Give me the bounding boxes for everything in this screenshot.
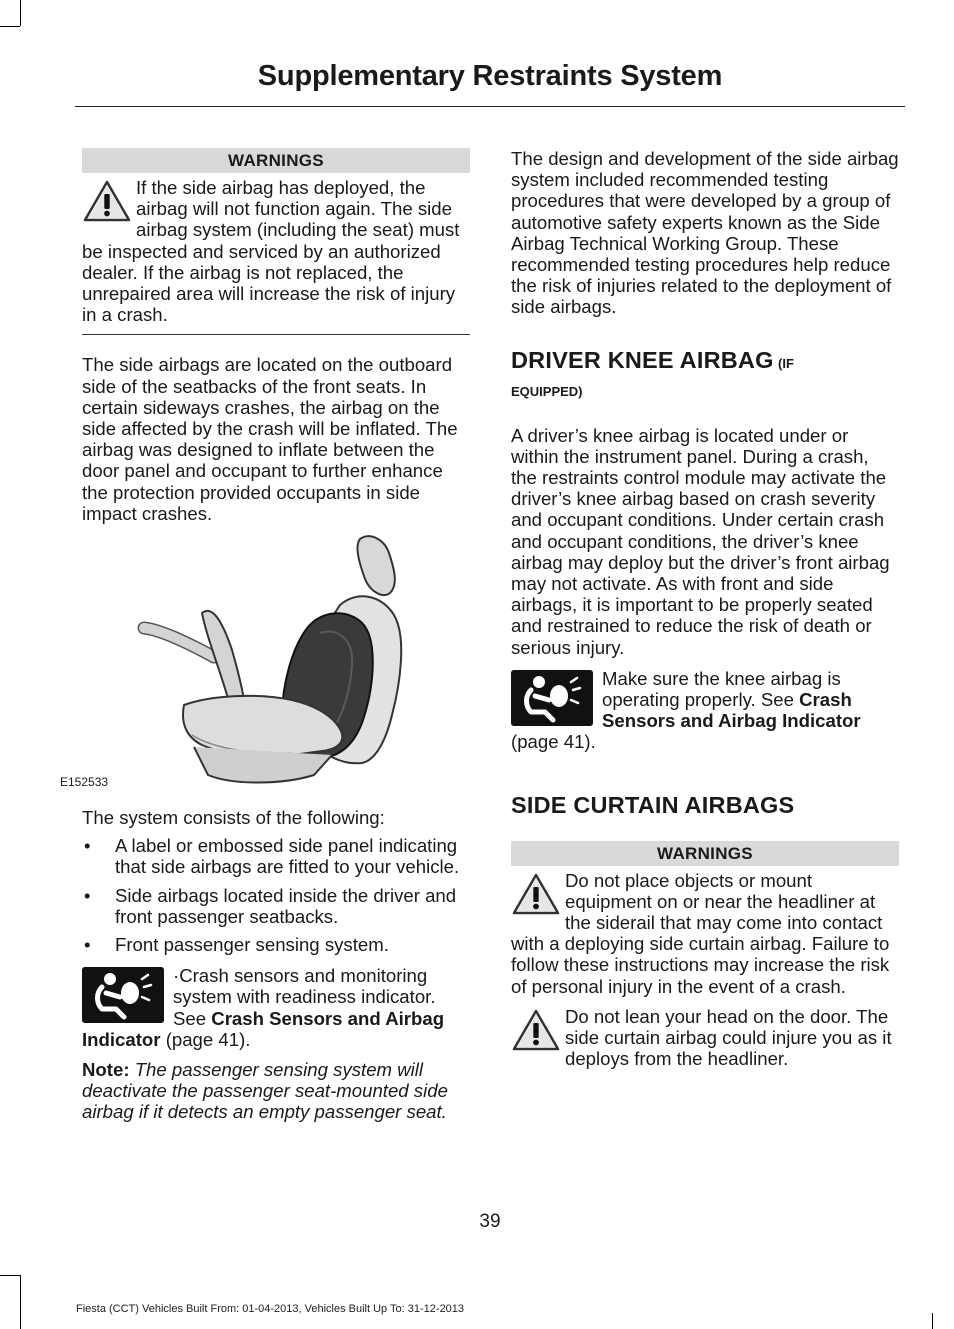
crop-mark — [0, 26, 20, 27]
airbag-indicator-icon — [82, 967, 164, 1023]
list-item-text: Side airbags located inside the driver and front passenger seatbacks. — [115, 884, 457, 927]
bullet: • — [84, 884, 91, 906]
list-item — [82, 885, 470, 927]
sensor-page-ref: (page 41). — [165, 1028, 251, 1050]
seat-airbag-illustration — [82, 535, 470, 793]
crop-mark — [20, 1275, 21, 1329]
warning-triangle-icon — [511, 872, 561, 916]
side-airbag-warning — [82, 177, 470, 325]
knee-airbag-note — [511, 668, 899, 753]
note-text: The passenger sensing system will deactivate the passenger seat-mounted side airbag if it detects an empty passenger seat. — [82, 1059, 448, 1123]
crash-sensors-link[interactable]: Crash Sensors and Airbag Indicator — [602, 689, 861, 732]
warning-text: Do not place objects or mount equipment on or near the headliner at the siderail that may come into contact with a deploying side curtain airbag. Failure to follow these instructions may increase the risk of personal injury in the event of a crash. — [511, 869, 890, 997]
warnings-header: WARNINGS — [511, 841, 899, 866]
list-intro: The system consists of the following: — [82, 807, 385, 829]
crop-mark — [20, 0, 21, 26]
bullet: • — [84, 934, 91, 956]
heading-qualifier: (IF — [778, 355, 794, 371]
knee-note-text: Make sure the knee airbag is operating properly. See — [602, 667, 841, 711]
list-item — [82, 835, 470, 877]
figure-code: E152533 — [60, 775, 109, 790]
sensor-note — [82, 965, 470, 1050]
curtain-warning-2 — [511, 1006, 899, 1070]
side-curtain-heading: SIDE CURTAIN AIRBAGS — [511, 791, 795, 818]
knee-note-page-ref: (page 41). — [511, 731, 596, 753]
right-column — [511, 148, 899, 1070]
warnings-header: WARNINGS — [82, 148, 470, 173]
heading-qualifier-cont: EQUIPPED) — [511, 383, 583, 399]
warning-triangle-icon — [82, 179, 132, 223]
page-number: 39 — [479, 1211, 501, 1232]
footer-text: Fiesta (CCT) Vehicles Built From: 01-04-2013, Vehicles Built Up To: 31-12-2013 — [76, 1303, 465, 1315]
seat-illustration — [60, 535, 470, 793]
crash-sensors-link[interactable]: Crash Sensors and Airbag Indicator — [82, 1007, 445, 1050]
crop-mark — [0, 1275, 20, 1276]
warning-divider — [82, 334, 470, 335]
bullet: • — [84, 835, 91, 857]
sensor-text: ·Crash sensors and monitoring system with readiness indicator. See — [173, 965, 436, 1029]
left-column — [60, 148, 470, 1123]
design-paragraph: The design and development of the side airbag system included recommended testing procedures that were developed by a group of automotive safety experts known as the Side Airbag Technical Working Group. These recommended testing procedures help reduce the risk of injuries related to the deployment of side airbags. — [511, 148, 899, 318]
warning-triangle-icon — [511, 1008, 561, 1052]
side-airbag-paragraph: The side airbags are located on the outboard side of the seatbacks of the front seats. In certain sideways crashes, the airbag on the side affected by the crash will be inflated. The airbag was designed to inflate between the door panel and occupant to further enhance the protection provided occupants in side impact crashes. — [82, 354, 458, 524]
title-divider — [75, 106, 905, 107]
list-item — [82, 934, 470, 955]
list-item-text: A label or embossed side panel indicating that side airbags are fitted to your vehicle. — [115, 835, 460, 878]
page-title: Supplementary Restraints System — [257, 60, 723, 92]
knee-airbag-heading — [511, 347, 899, 399]
knee-airbag-paragraph: A driver’s knee airbag is located under or within the instrument panel. During a crash, the restraints control module may activate the driver’s knee airbag based on crash severity and occupant conditions. Under certain crash and occupant conditions, the driver’s knee airbag may deploy but the driver’s front airbag may not activate. As with front and side airbags, it is important to be properly seated and restrained to reduce the risk of death or serious injury. — [511, 424, 890, 658]
section-heading: DRIVER KNEE AIRBAG — [511, 346, 774, 373]
note-label: Note: — [82, 1059, 130, 1081]
curtain-warning-1 — [511, 870, 899, 997]
warning-text: If the side airbag has deployed, the airbag will not function again. The side airbag system (including the seat) must be inspected and serviced by an authorized dealer. If the airbag is not replaced, the unrepaired area will increase the risk of injury in a crash. — [82, 177, 460, 326]
crop-mark — [932, 1313, 933, 1329]
airbag-indicator-icon — [511, 670, 593, 726]
component-list — [82, 835, 470, 955]
warning-text: Do not lean your head on the door. The side curtain airbag could injure you as it deploys from the headliner. — [565, 1005, 892, 1070]
list-item-text: Front passenger sensing system. — [115, 934, 389, 956]
note-paragraph — [82, 1059, 470, 1123]
